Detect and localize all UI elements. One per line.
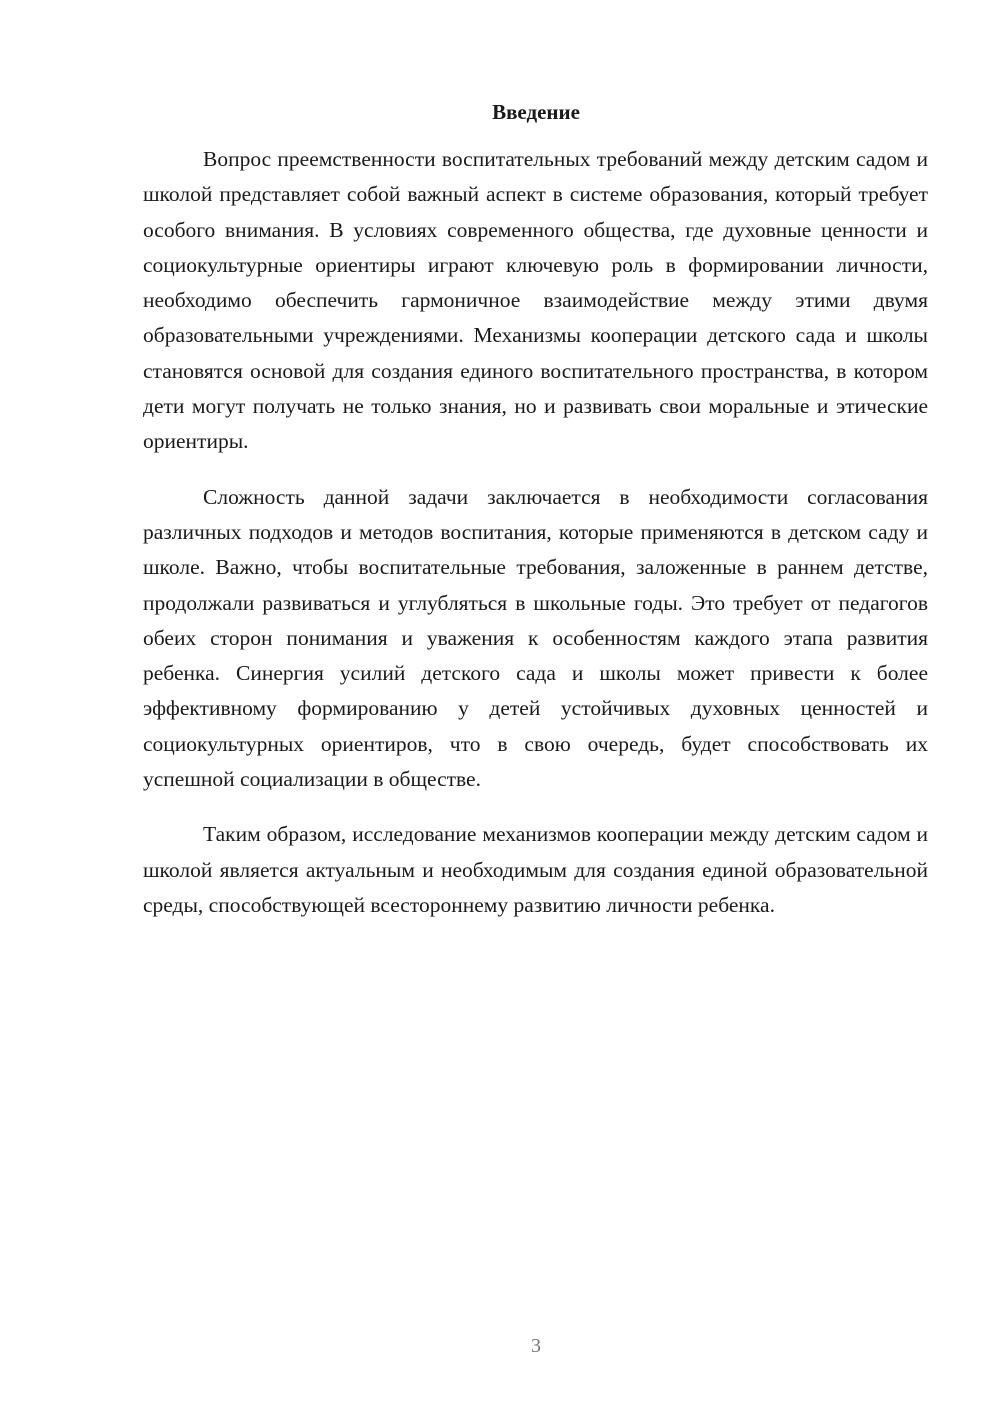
body-text	[143, 142, 928, 943]
paragraph: Таким образом, исследование механизмов кооперации между детским садом и школой является актуальным и необходимым для создания единой образовательной среды, способствующей всестороннему развитию личности ребенка.	[143, 822, 928, 917]
section-title: Введение	[492, 100, 580, 124]
paragraph: Вопрос преемственности воспитательных требований между детским садом и школой представляет собой важный аспект в системе образования, который требует особого внимания. В условиях современного общества, где духовные ценности и социокультурные ориентиры играют ключевую роль в формировании личности, необходимо обеспечить гармоничное взаимодействие между этими двумя образовательными учреждениями. Механизмы кооперации детского сада и школы становятся основой для создания единого воспитательного пространства, в котором дети могут получать не только знания, но и развивать свои моральные и этические ориентиры.	[143, 147, 928, 454]
page-number: 3	[531, 1335, 541, 1357]
paragraph: Сложность данной задачи заключается в необходимости согласования различных подходов и методов воспитания, которые применяются в детском саду и школе. Важно, чтобы воспитательные требования, заложенные в раннем детстве, продолжали развиваться и углубляться в школьные годы. Это требует от педагогов обеих сторон понимания и уважения к особенностям каждого этапа развития ребенка. Синергия усилий детского сада и школы может привести к более эффективному формированию у детей устойчивых духовных ценностей и социокультурных ориентиров, что в свою очередь, будет способствовать их успешной социализации в обществе.	[143, 484, 928, 792]
